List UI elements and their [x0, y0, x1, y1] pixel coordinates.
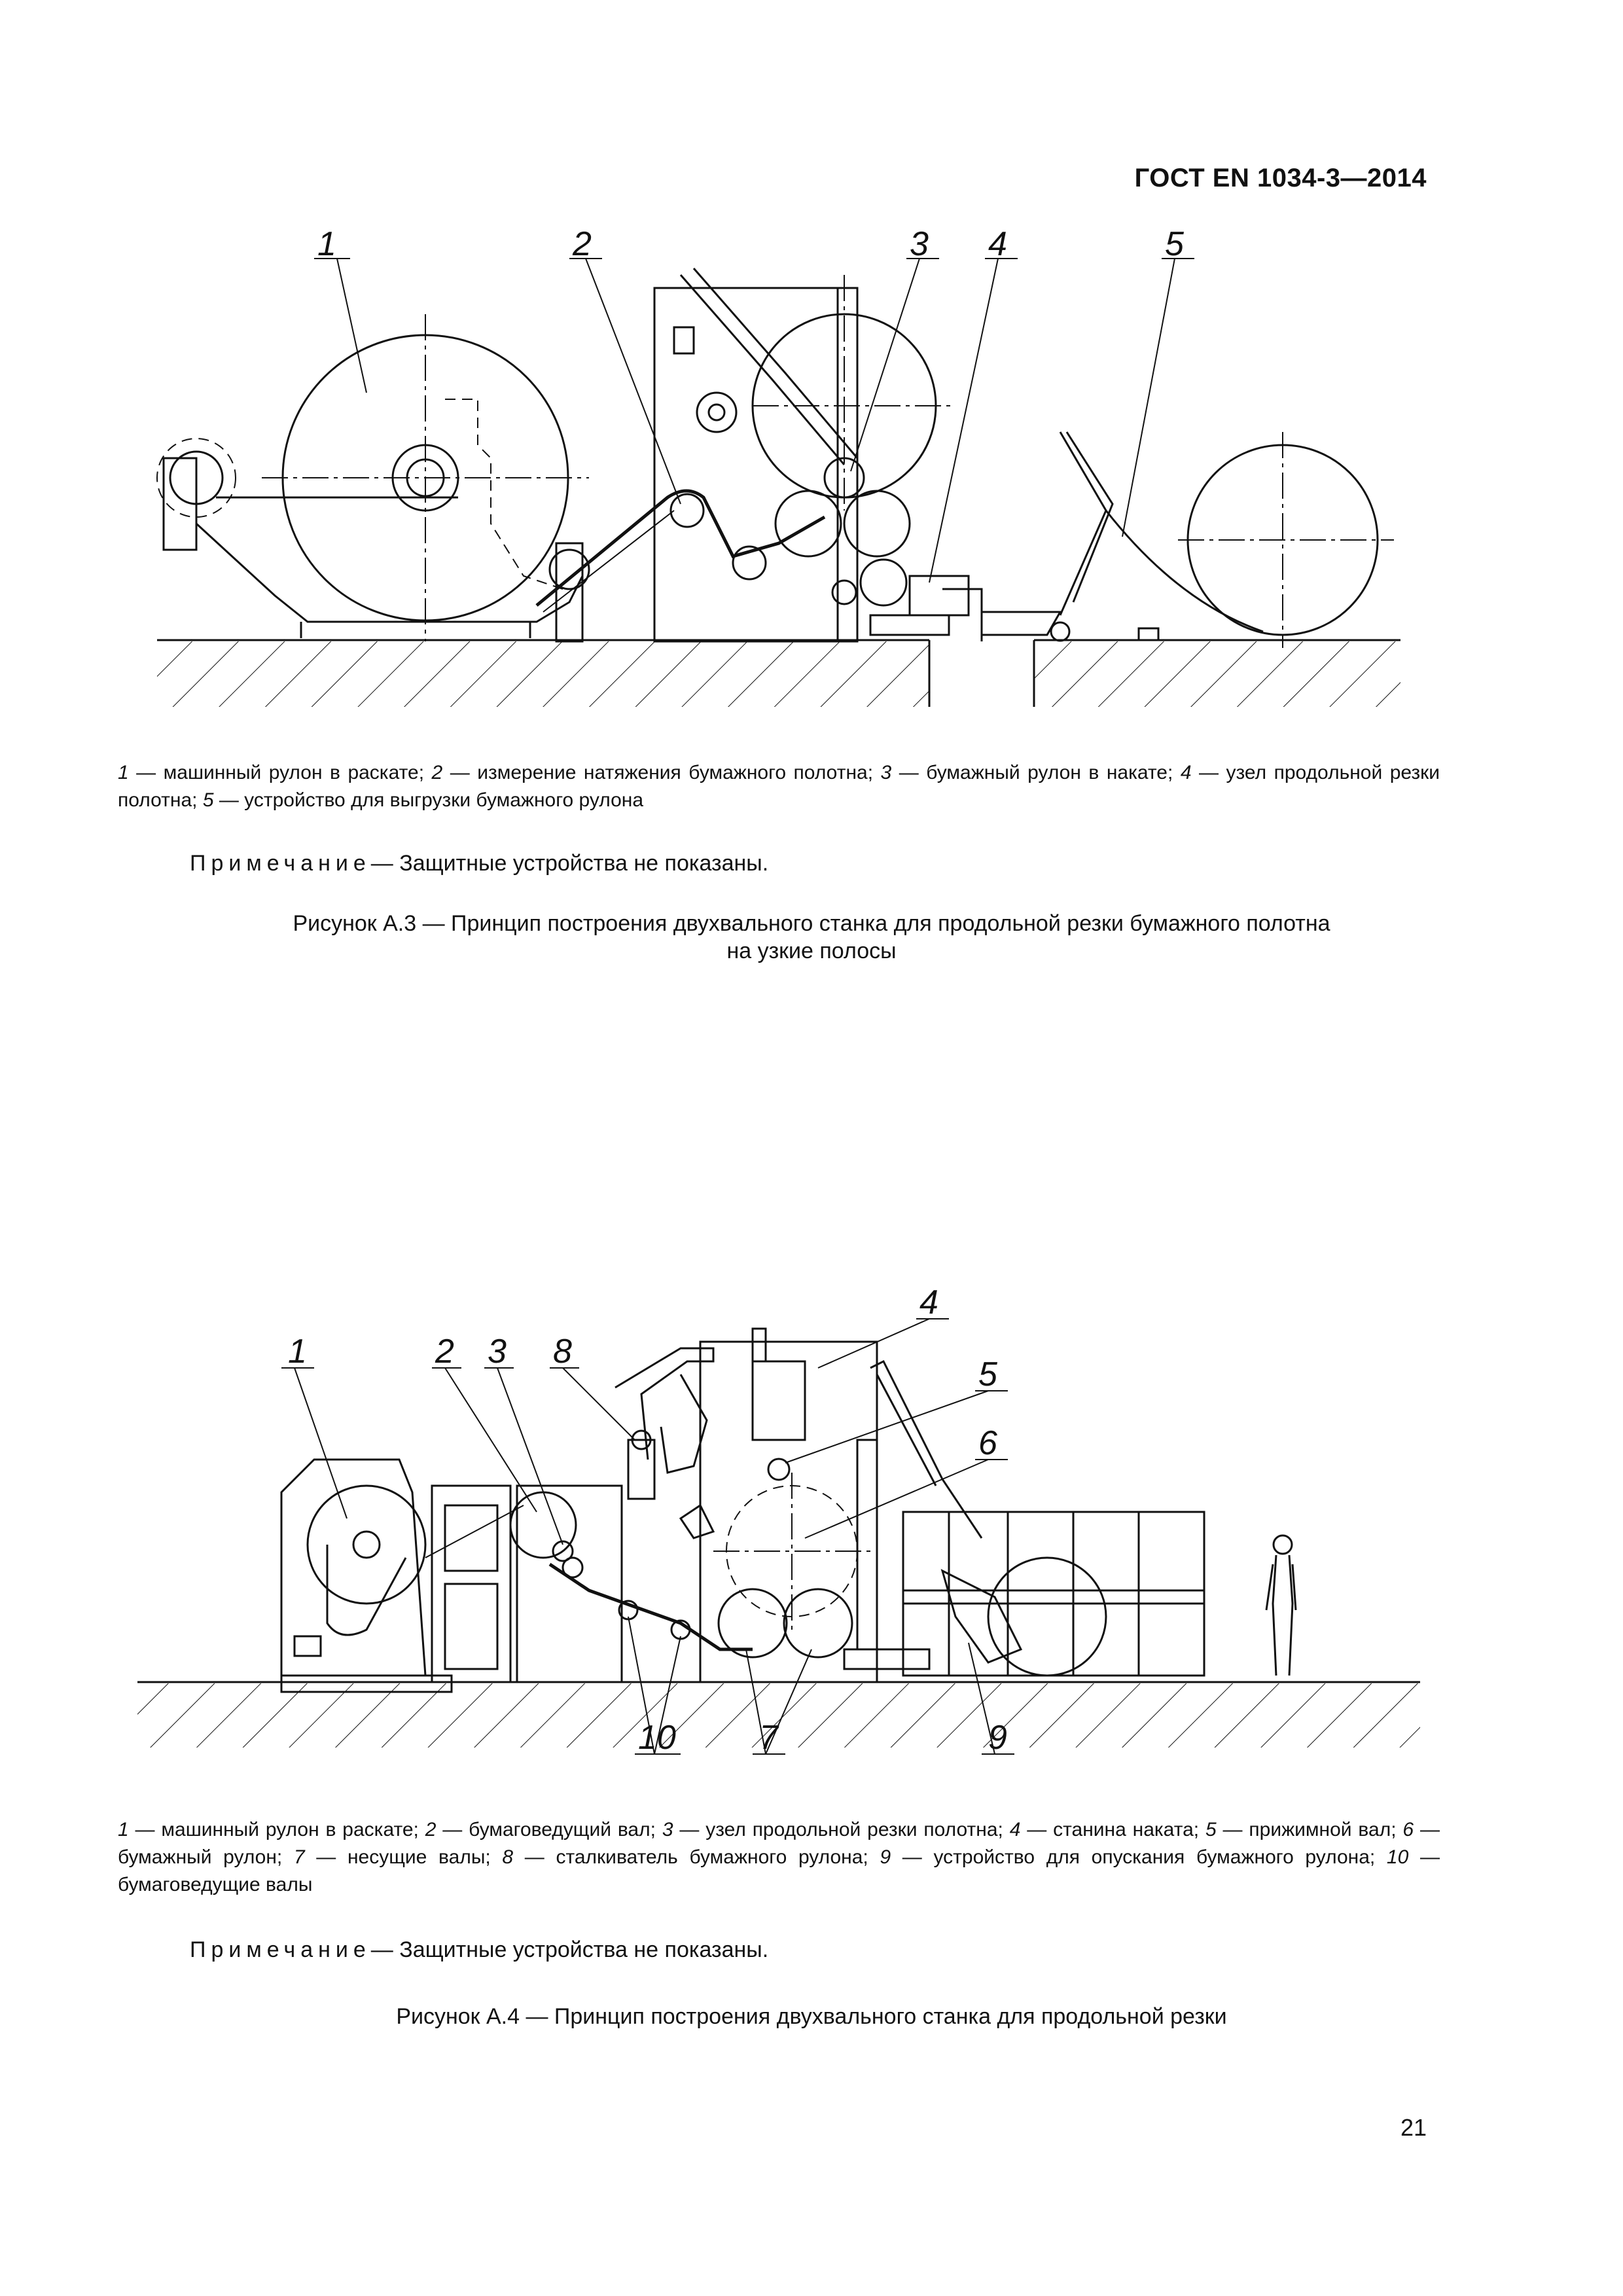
a4-label-2: 2: [435, 1333, 454, 1371]
a3-legend: 1 — машинный рулон в раскате; 2 — измерение натяжения бумажного полотна; 3 — бумажный рулон в накате; 4 — узел продольной резки полотна; 5 — устройство для выгрузки бумажного рулона: [118, 762, 1440, 811]
a4-guide-roll-2: [510, 1492, 576, 1558]
a4-label-3: 3: [488, 1333, 507, 1371]
a4-label-8: 8: [553, 1333, 572, 1371]
a4-label-7: 7: [759, 1719, 778, 1757]
a3-label-5: 5: [1165, 225, 1184, 263]
a3-label-2: 2: [573, 225, 592, 263]
a4-label-4: 4: [919, 1283, 938, 1321]
standard-header: ГОСТ EN 1034-3—2014: [1134, 164, 1427, 192]
a3-label-4: 4: [988, 225, 1007, 263]
a3-note: Примечание— Защитные устройства не показаны.: [190, 851, 769, 876]
a3-title: Рисунок А.3 — Принцип построения двухвального станка для продольной резки бумажного полотна на узкие полосы: [293, 911, 1330, 963]
a4-title: Рисунок А.4 — Принцип построения двухвального станка для продольной резки: [396, 2004, 1227, 2029]
a4-label-10: 10: [638, 1719, 676, 1757]
a4-ground-hatch: [137, 1683, 1420, 1748]
a4-worker-head: [1274, 1535, 1292, 1554]
a4-unwind-stand: [281, 1460, 425, 1676]
a3-label-1: 1: [317, 225, 336, 263]
a4-worker-body: [1266, 1555, 1296, 1676]
a4-carrier-roll-7a: [719, 1589, 787, 1657]
a4-label-9: 9: [988, 1719, 1007, 1757]
a4-carrier-roll-7b: [784, 1589, 852, 1657]
a4-legend: 1 — машинный рулон в раскате; 2 — бумаговедущий вал; 3 — узел продольной резки полотна; 4 — станина наката; 5 — прижимной вал; 6 — бумажный рулон; 7 — несущие валы; 8 — сталкиватель бумажного рулона; 9 — устройство для опускания бумажного рулона; 10 — бумаговедущие валы: [118, 1819, 1440, 1895]
a4-lowering-device-9: [942, 1571, 1021, 1662]
a4-roll-1: [308, 1486, 425, 1604]
a4-label-5: 5: [978, 1355, 997, 1393]
a4-output-roll: [988, 1558, 1106, 1676]
a3-label-3: 3: [910, 225, 929, 263]
a4-note: Примечание— Защитные устройства не показаны.: [190, 1937, 769, 1962]
a4-label-6: 6: [978, 1424, 997, 1462]
page-number: 21: [1400, 2114, 1427, 2141]
a4-label-1: 1: [288, 1333, 307, 1371]
